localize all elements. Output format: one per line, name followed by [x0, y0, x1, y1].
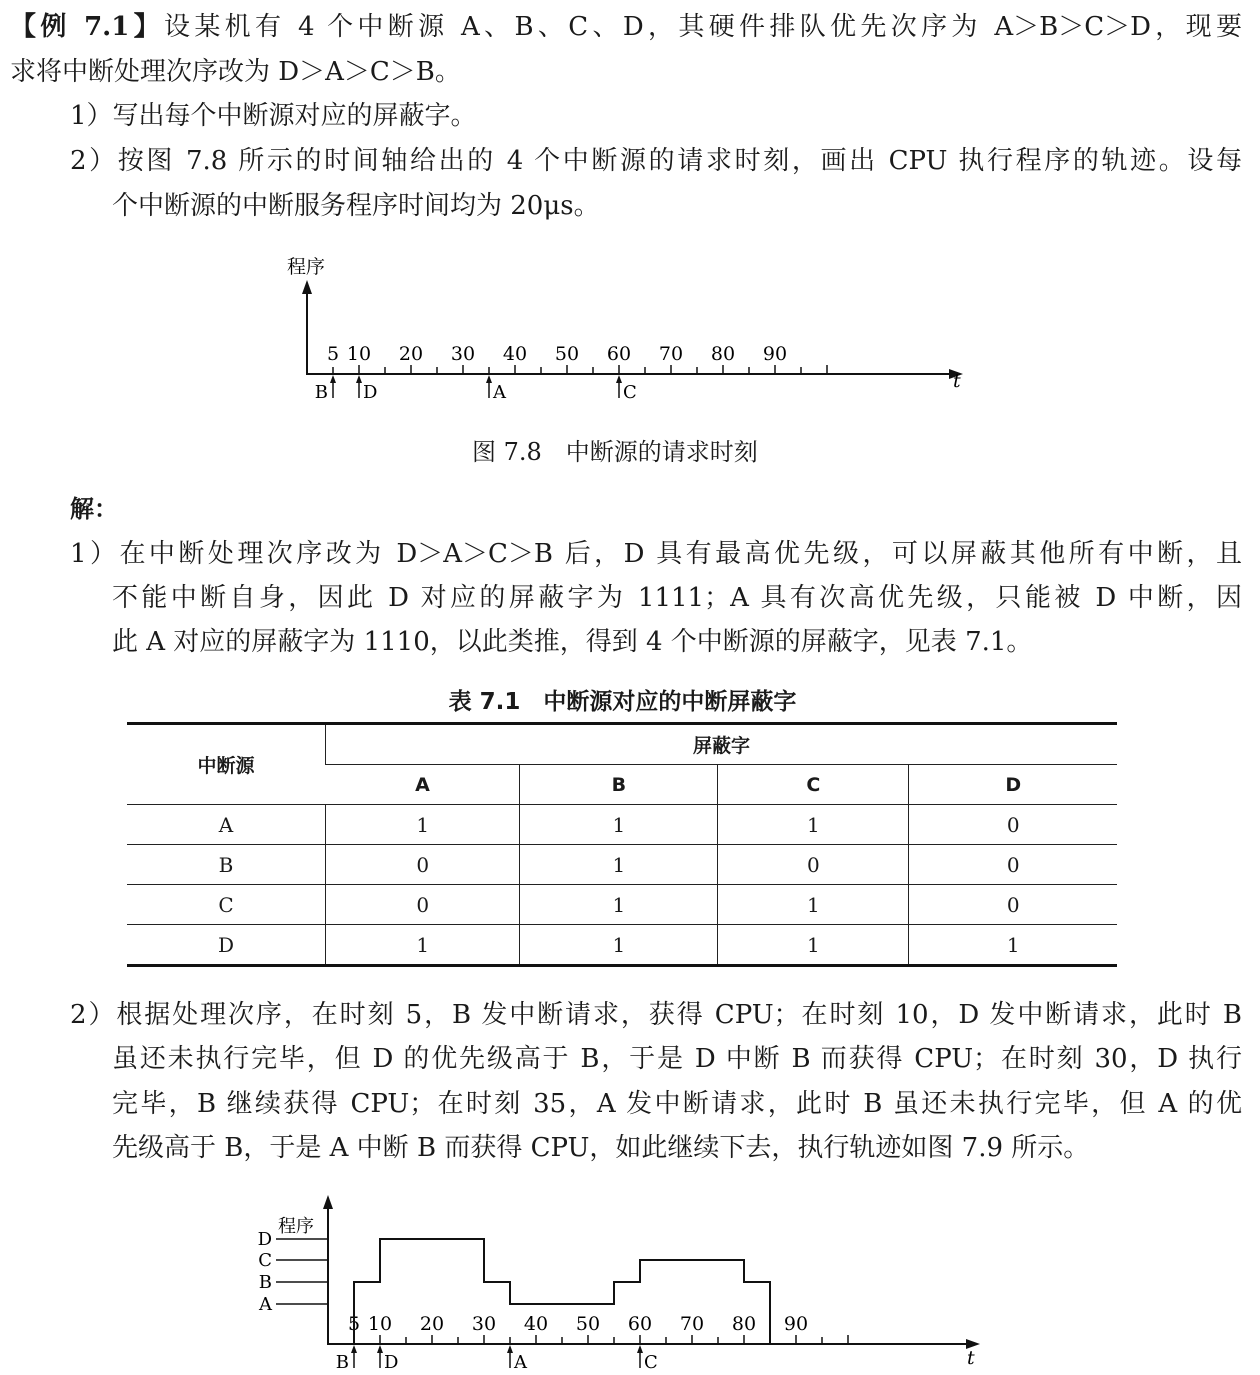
fig79-tick-label: 20 [419, 1313, 445, 1335]
figure-7-9 [0, 1185, 1260, 1375]
mask-bit: 1 [520, 925, 718, 966]
column-header: B [520, 765, 718, 805]
row-source: A [127, 805, 326, 845]
question-1: 1）写出每个中断源对应的屏蔽字。 [70, 101, 477, 131]
problem-line-2: 求将中断处理次序改为 D＞A＞C＞B。 [10, 57, 461, 87]
solution-1-line-1: 1）在中断处理次序改为 D＞A＞C＞B 后，D 具有最高优先级，可以屏蔽其他所有中断，且 [70, 539, 1242, 569]
solution-2-line-4: 先级高于 B，于是 A 中断 B 而获得 CPU，如此继续下去，执行轨迹如图 7.9 所示。 [112, 1133, 1090, 1163]
figure-7-8 [0, 240, 1260, 420]
header-source: 中断源 [127, 724, 326, 805]
solution-heading: 解： [70, 495, 118, 523]
solution-2-line-2: 虽还未执行完毕，但 D 的优先级高于 B，于是 D 中断 B 而获得 CPU；在时刻 30，D 执行 [112, 1044, 1242, 1074]
fig78-tick-label: 20 [398, 343, 424, 365]
mask-bit: 1 [718, 885, 909, 925]
fig79-tick-label: 70 [679, 1313, 705, 1335]
fig79-request-arrowhead [637, 1345, 643, 1353]
fig78-tick-label: 30 [450, 343, 476, 365]
fig79-tick-label: 90 [783, 1313, 809, 1335]
fig79-level-group [258, 1229, 328, 1315]
fig79-tick-label: 60 [627, 1313, 653, 1335]
fig78-tick-label: 70 [658, 343, 684, 365]
fig78-y-arrow [302, 280, 312, 294]
solution-2-line-1: 2）根据处理次序，在时刻 5，B 发中断请求，获得 CPU；在时刻 10，D 发中断请求，此时 B [70, 1000, 1242, 1030]
mask-bit: 0 [909, 885, 1117, 925]
mask-bit: 1 [326, 925, 520, 966]
fig78-ylabel: 程序 [287, 256, 326, 278]
fig79-level-label: D [257, 1229, 272, 1250]
fig78-request-label: C [623, 382, 637, 403]
header-mask-word: 屏蔽字 [326, 724, 1118, 765]
fig78-tick-label: 5 [326, 343, 340, 365]
row-source: C [127, 885, 326, 925]
solution-1-line-2: 不能中断自身，因此 D 对应的屏蔽字为 1111；A 具有次高优先级，只能被 D 中断，因 [112, 583, 1242, 613]
fig78-request-arrowhead [486, 375, 492, 383]
fig79-xlabel: t [967, 1347, 975, 1369]
fig79-level-label: A [259, 1294, 272, 1315]
fig78-request-label: D [363, 382, 378, 403]
fig79-request-arrowhead [351, 1345, 357, 1353]
table-row [127, 925, 1117, 966]
problem-line-1 [10, 10, 1242, 44]
table-row [127, 805, 1117, 845]
fig78-tick-label: 50 [554, 343, 580, 365]
column-header: C [718, 765, 909, 805]
cpu-trace-line [354, 1239, 770, 1344]
fig79-request-group [336, 1345, 658, 1373]
fig79-ylabel: 程序 [278, 1216, 314, 1237]
fig78-request-label: B [314, 382, 328, 403]
column-header: D [909, 765, 1117, 805]
mask-bit: 1 [718, 805, 909, 845]
fig78-request-arrowhead [330, 375, 336, 383]
problem-tag: 【例 7.1】 [10, 12, 164, 42]
fig79-tick-label: 30 [471, 1313, 497, 1335]
fig78-tick-label: 10 [346, 343, 372, 365]
fig79-level-label: B [258, 1272, 272, 1293]
mask-table [127, 722, 1117, 967]
fig78-tick-group [327, 343, 827, 374]
fig78-request-group [315, 375, 637, 403]
fig79-request-arrowhead [507, 1345, 513, 1353]
mask-bit: 1 [326, 805, 520, 845]
fig79-tick-group [348, 1313, 848, 1344]
fig79-request-arrowhead [377, 1345, 383, 1353]
fig79-request-label: C [644, 1352, 658, 1373]
fig79-request-label: A [514, 1352, 527, 1373]
mask-bit: 0 [718, 845, 909, 885]
fig79-y-arrow [323, 1195, 333, 1209]
mask-bit: 0 [326, 885, 520, 925]
fig79-request-label: B [335, 1352, 349, 1373]
fig78-tick-label: 40 [502, 343, 528, 365]
fig79-tick-label: 40 [523, 1313, 549, 1335]
row-source: B [127, 845, 326, 885]
fig78-request-label: A [493, 382, 506, 403]
solution-1-line-3: 此 A 对应的屏蔽字为 1110，以此类推，得到 4 个中断源的屏蔽字，见表 7.1。 [112, 627, 1033, 657]
row-source: D [127, 925, 326, 966]
column-header: A [326, 765, 520, 805]
fig79-request-label: D [384, 1352, 399, 1373]
table-7-1-title: 表 7.1 中断源对应的中断屏蔽字 [448, 689, 797, 715]
mask-bit: 1 [909, 925, 1117, 966]
fig78-request-arrowhead [616, 375, 622, 383]
mask-bit: 0 [326, 845, 520, 885]
fig79-level-label: C [258, 1250, 272, 1271]
fig79-tick-label: 80 [731, 1313, 757, 1335]
mask-bit: 0 [909, 805, 1117, 845]
table-row [127, 885, 1117, 925]
question-2-line-2: 个中断源的中断服务程序时间均为 20μs。 [112, 191, 600, 221]
fig78-tick-label: 80 [710, 343, 736, 365]
fig78-tick-label: 90 [762, 343, 788, 365]
mask-bit: 1 [520, 885, 718, 925]
fig78-tick-label: 60 [606, 343, 632, 365]
figure-7-8-caption: 图 7.8 中断源的请求时刻 [472, 438, 758, 466]
fig79-tick-label: 50 [575, 1313, 601, 1335]
question-2-line-1: 2）按图 7.8 所示的时间轴给出的 4 个中断源的请求时刻，画出 CPU 执行程序的轨迹。设每 [70, 146, 1242, 176]
mask-bit: 1 [520, 845, 718, 885]
fig79-tick-label: 10 [367, 1313, 393, 1335]
table-row [127, 845, 1117, 885]
mask-bit: 1 [520, 805, 718, 845]
fig79-tick-label: 5 [347, 1313, 361, 1335]
mask-bit: 0 [909, 845, 1117, 885]
problem-text-1: 设某机有 4 个中断源 A、B、C、D，其硬件排队优先次序为 A＞B＞C＞D，现要 [163, 12, 1242, 42]
solution-2-line-3: 完毕，B 继续获得 CPU；在时刻 35，A 发中断请求，此时 B 虽还未执行完毕，但 A 的优 [112, 1089, 1242, 1119]
mask-bit: 1 [718, 925, 909, 966]
fig78-request-arrowhead [356, 375, 362, 383]
fig78-xlabel: t [953, 370, 961, 392]
